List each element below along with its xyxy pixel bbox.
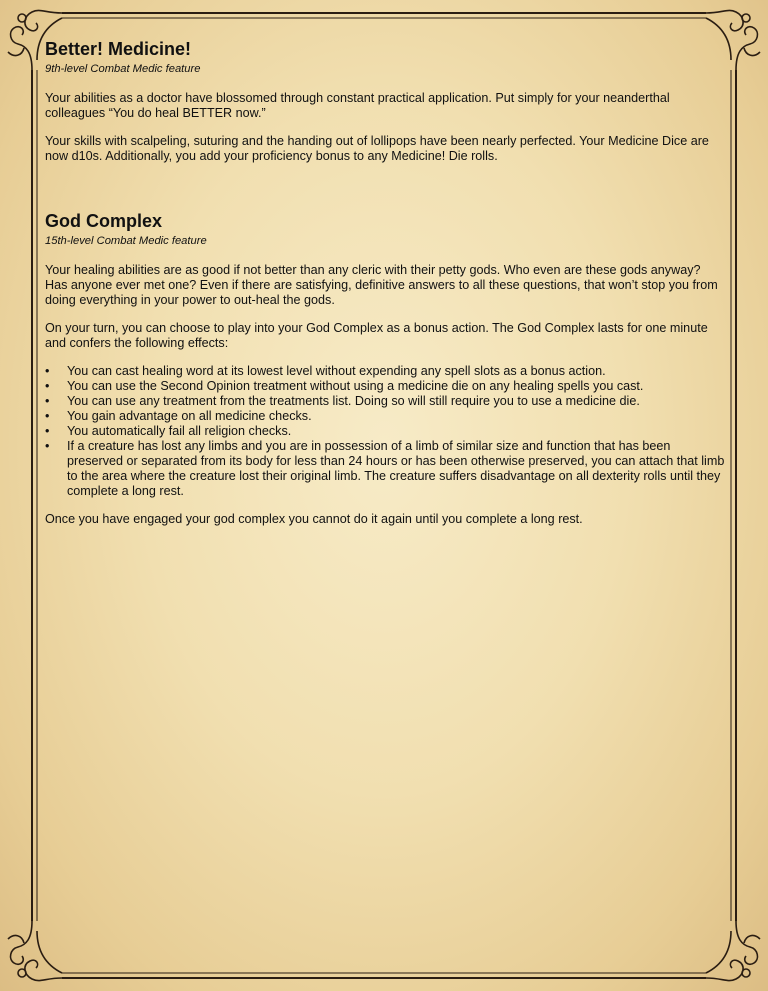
list-item-text: If a creature has lost any limbs and you are in possession of a limb of similar size and function that has been preserved or separated from its body for less than 24 hours or has been otherwise preserved, you can attach that limb to the area where the creature lost their original limb. The creature suffers disadvantage on all dexterity rolls until they complete a long rest. [67, 439, 725, 498]
section-title: God Complex [45, 211, 163, 231]
corner-flourish-bottom-right [706, 921, 760, 981]
paragraph: Your healing abilities are as good if not better than any cleric with their petty gods. Who even are these gods anyway? Has anyone ever met one? Even if there are satisfying, definitive answers to all these questions, that won’t stop you from doing everything in your power to out-heal the gods. [45, 263, 718, 307]
section-god-complex [45, 210, 725, 527]
list-item [45, 424, 725, 439]
list-item-text: You can use any treatment from the treatments list. Doing so will still require you to use a medicine die. [67, 394, 640, 408]
section-subtitle: 15th-level Combat Medic feature [45, 235, 207, 247]
bullet-glyph: • [45, 394, 50, 408]
list-item [45, 439, 725, 499]
bullet-glyph: • [45, 364, 50, 378]
page-content [45, 38, 725, 527]
corner-flourish-bottom-left [8, 921, 62, 981]
list-item [45, 394, 725, 409]
closing-paragraph: Once you have engaged your god complex you cannot do it again until you complete a long rest. [45, 512, 583, 526]
list-item [45, 364, 725, 379]
list-item-text: You can use the Second Opinion treatment without using a medicine die on any healing spells you cast. [67, 379, 644, 393]
list-item [45, 409, 725, 424]
section-subtitle: 9th-level Combat Medic feature [45, 63, 201, 75]
paragraph: On your turn, you can choose to play into your God Complex as a bonus action. The God Complex lasts for one minute and confers the following effects: [45, 321, 708, 350]
paragraph: Your skills with scalpeling, suturing and the handing out of lollipops have been nearly perfected. Your Medicine Dice are now d10s. Additionally, you add your proficiency bonus to any Medicine! Die rolls. [45, 134, 709, 163]
list-item-text: You can cast healing word at its lowest level without expending any spell slots as a bonus action. [67, 364, 606, 378]
paragraph: Your abilities as a doctor have blossomed through constant practical application. Put simply for your neanderthal colleagues “You do heal BETTER now.” [45, 91, 670, 120]
bullet-glyph: • [45, 424, 50, 438]
list-item [45, 379, 725, 394]
section-better-medicine [45, 38, 725, 164]
bullet-glyph: • [45, 379, 50, 393]
list-item-text: You gain advantage on all medicine checks. [67, 409, 312, 423]
list-item-text: You automatically fail all religion checks. [67, 424, 292, 438]
effects-list [45, 364, 725, 499]
bullet-glyph: • [45, 409, 50, 423]
section-title: Better! Medicine! [45, 39, 192, 59]
bullet-glyph: • [45, 439, 50, 453]
